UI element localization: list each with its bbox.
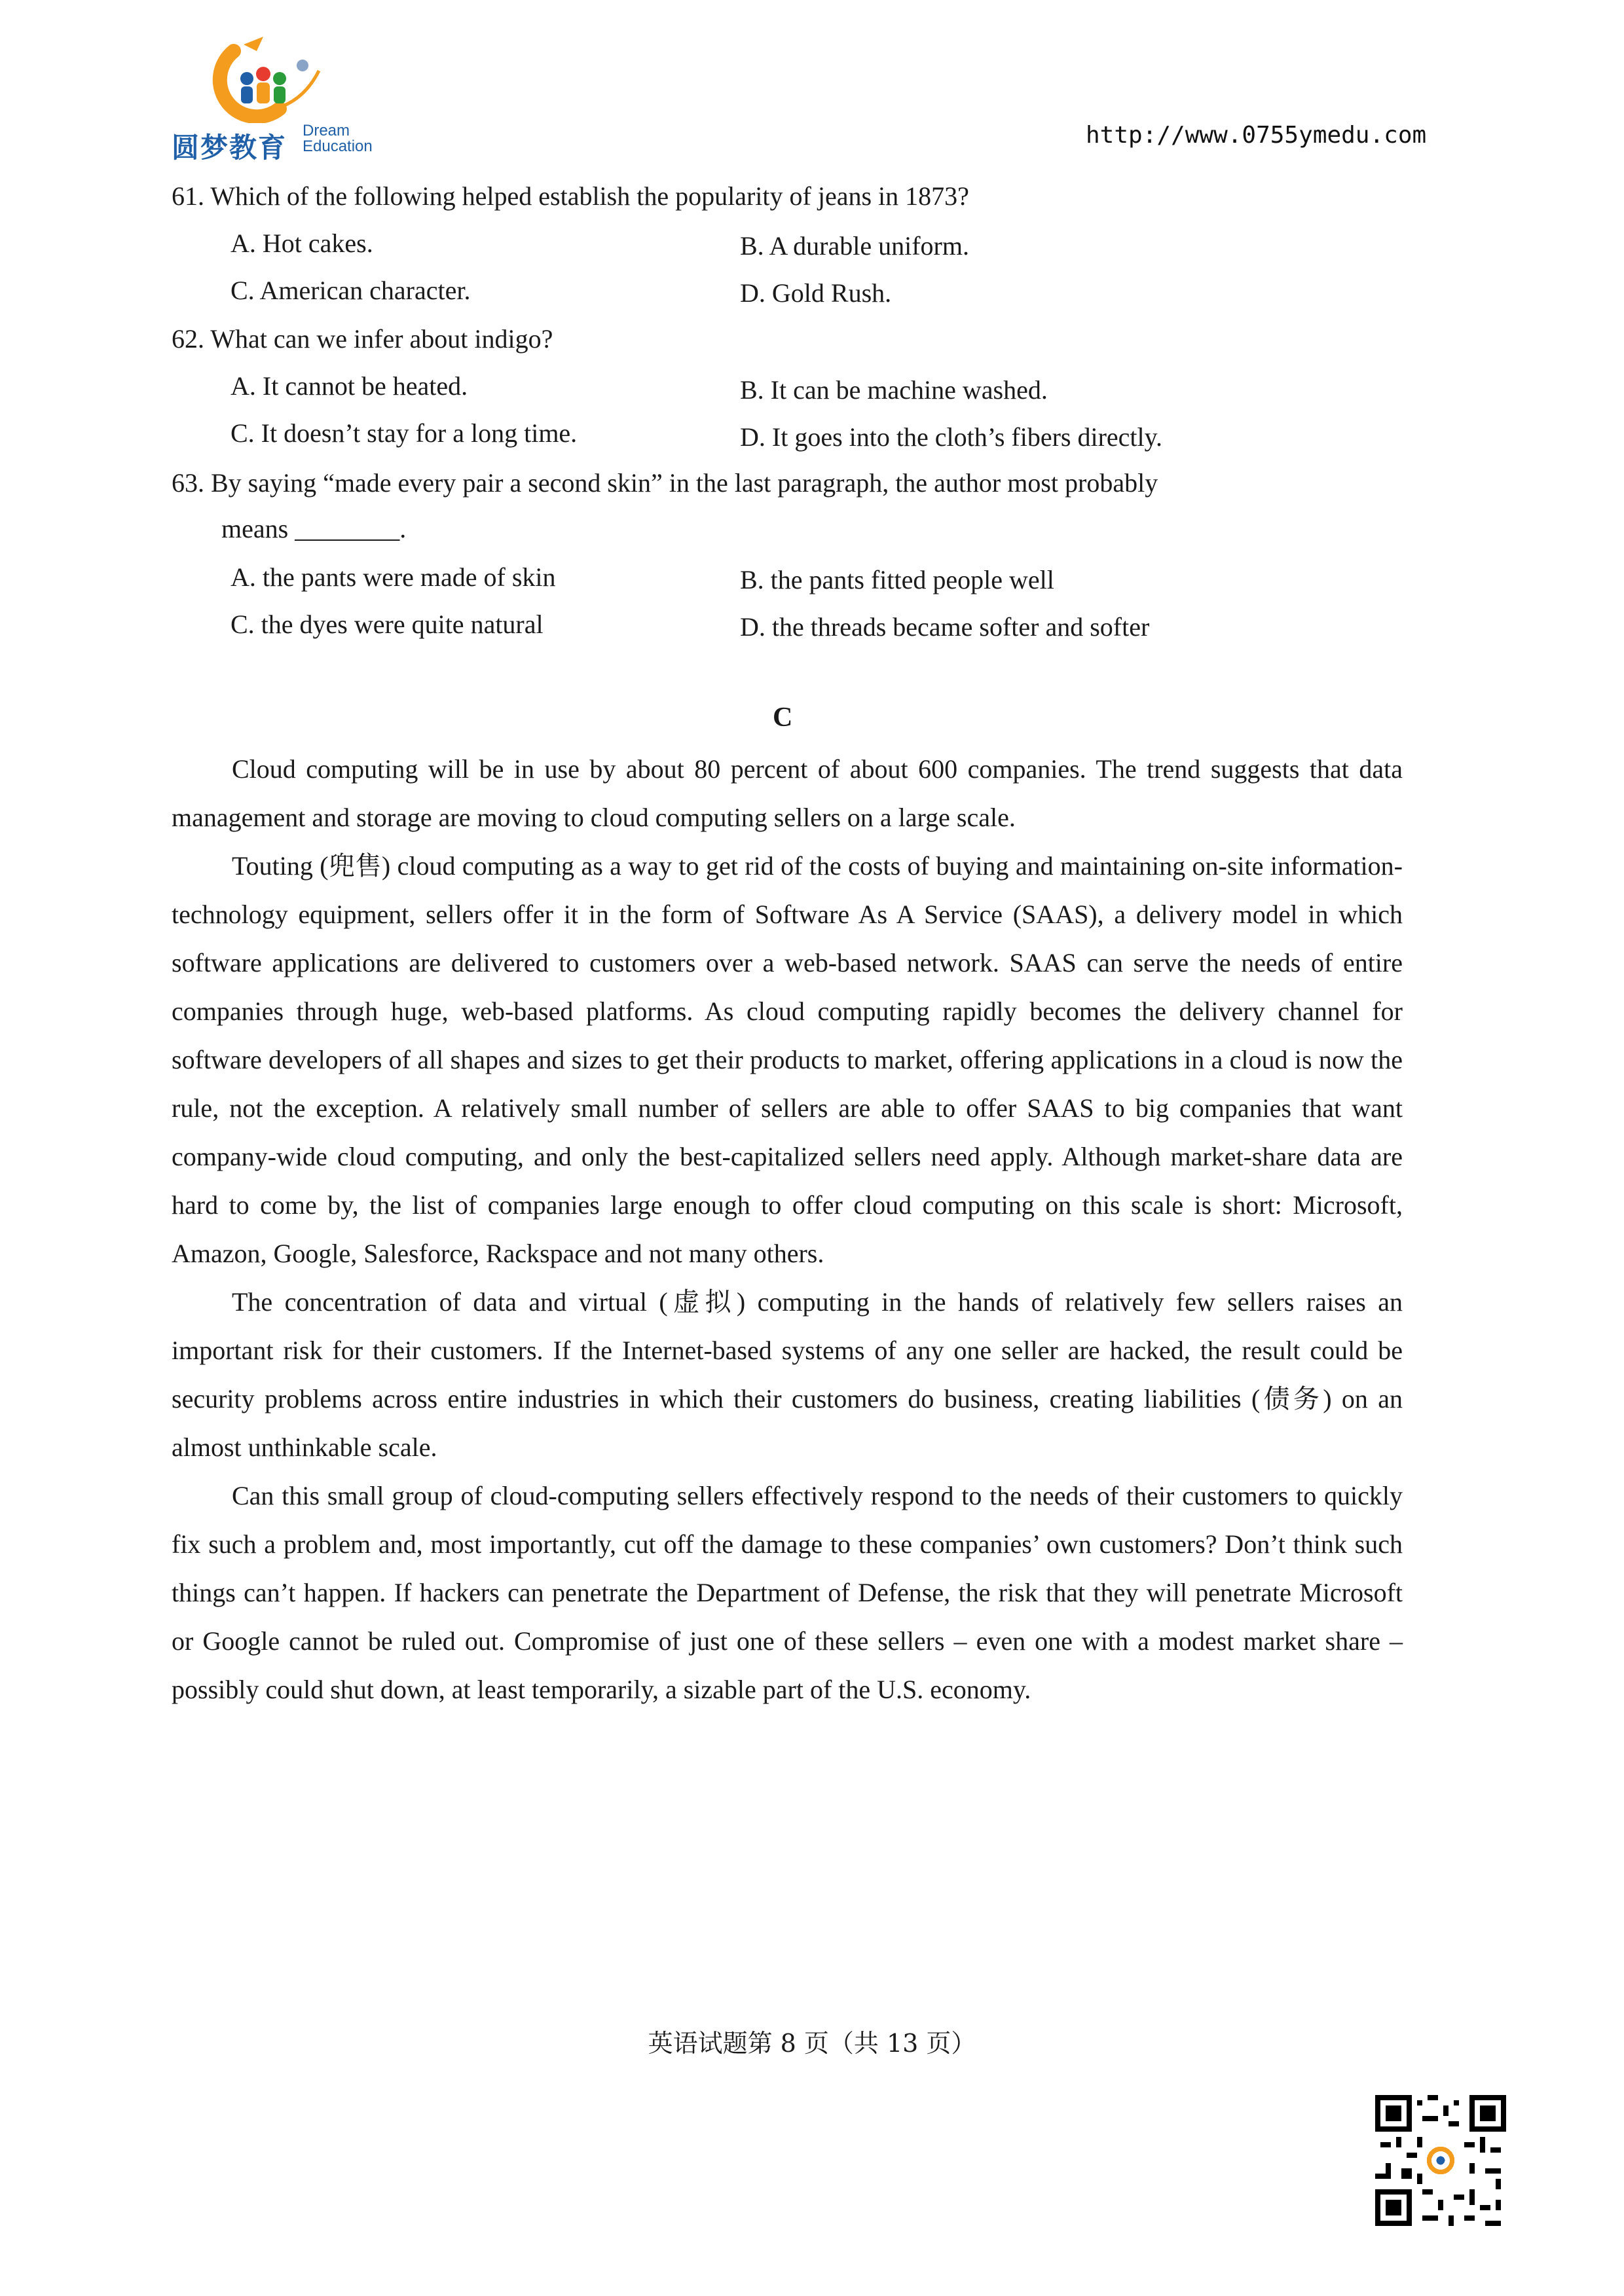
question-62-option-d: D. It goes into the cloth’s fibers directly. bbox=[740, 422, 1163, 452]
passage-paragraph-3: The concentration of data and virtual (虚拟) computing in the hands of relatively few sellers raises an important risk for their customers. If the Internet-based systems of any one seller are hacked, the result could be security problems across entire industries in which their customers do business, creating liabilities (债务) on an almost unthinkable scale. bbox=[172, 1287, 1403, 1462]
header-url[interactable]: http://www.0755ymedu.com bbox=[1086, 122, 1427, 149]
qr-code[interactable] bbox=[1375, 2095, 1506, 2226]
section-title: C bbox=[773, 702, 793, 733]
question-63-option-a: A. the pants were made of skin bbox=[231, 562, 556, 592]
passage-paragraph-2: Touting (兜售) cloud computing as a way to get rid of the costs of buying and maintaining on-site information-technology equipment, sellers offer it in the form of Software As A Service (SAAS), a delivery model in which software applications are delivered to customers over a web-based network. SAAS can serve the needs of entire companies through huge, web-based platforms. As cloud computing rapidly becomes the delivery channel for software developers of all shapes and sizes to get their products to market, offering applications in a cloud is now the rule, not the exception. A relatively small number of sellers are able to offer SAAS to big companies that want company-wide cloud computing, and only the best-capitalized sellers need apply. Although market-share data are hard to come by, the list of companies large enough to offer cloud computing on this scale is short: Microsoft, Amazon, Google, Salesforce, Rackspace and not many others. bbox=[172, 851, 1403, 1268]
logo-en-line2: Education bbox=[303, 137, 373, 155]
passage-paragraph-4: Can this small group of cloud-computing sellers effectively respond to the needs of their customers to quickly fix such a problem and, most importantly, cut off the damage to these companies’ own customers? Don’t think such things can’t happen. If hackers can penetrate the Department of Defense, the risk that they will penetrate Microsoft or Google cannot be ruled out. Compromise of just one of these sellers – even one with a modest market share – possibly could shut down, at least temporarily, a sizable part of the U.S. economy. bbox=[172, 1481, 1403, 1704]
question-63-option-b: B. the pants fitted people well bbox=[740, 565, 1054, 594]
question-63-option-c: C. the dyes were quite natural bbox=[231, 610, 544, 639]
question-62-option-b: B. It can be machine washed. bbox=[740, 375, 1048, 405]
question-62-stem: 62. What can we infer about indigo? bbox=[172, 324, 553, 354]
question-63-option-d: D. the threads became softer and softer bbox=[740, 612, 1150, 642]
brand-logo bbox=[172, 31, 381, 162]
page-footer: 英语试题第 8 页（共 13 页） bbox=[648, 2029, 976, 2058]
reading-passage bbox=[172, 745, 1403, 1714]
logo-en-line1: Dream bbox=[303, 122, 350, 139]
question-61-option-b: B. A durable uniform. bbox=[740, 231, 969, 261]
question-63-stem-continued: means ________. bbox=[221, 514, 407, 543]
logo-chinese-text: 圆梦教育 bbox=[172, 132, 287, 164]
question-61-stem: 61. Which of the following helped establish the popularity of jeans in 1873? bbox=[172, 181, 969, 211]
question-61-option-d: D. Gold Rush. bbox=[740, 278, 892, 308]
question-63-stem: 63. By saying “made every pair a second skin” in the last paragraph, the author most probably bbox=[172, 468, 1158, 498]
logo-english-text bbox=[303, 123, 373, 155]
question-61-option-a: A. Hot cakes. bbox=[231, 228, 373, 258]
logo-mark-icon bbox=[172, 31, 381, 123]
passage-paragraph-1: Cloud computing will be in use by about 80 percent of about 600 companies. The trend suggests that data management and storage are moving to cloud computing sellers on a large scale. bbox=[172, 754, 1403, 832]
qr-code-icon bbox=[1375, 2095, 1506, 2226]
question-62-option-a: A. It cannot be heated. bbox=[231, 371, 468, 401]
question-61-option-c: C. American character. bbox=[231, 276, 471, 305]
question-62-option-c: C. It doesn’t stay for a long time. bbox=[231, 418, 578, 448]
